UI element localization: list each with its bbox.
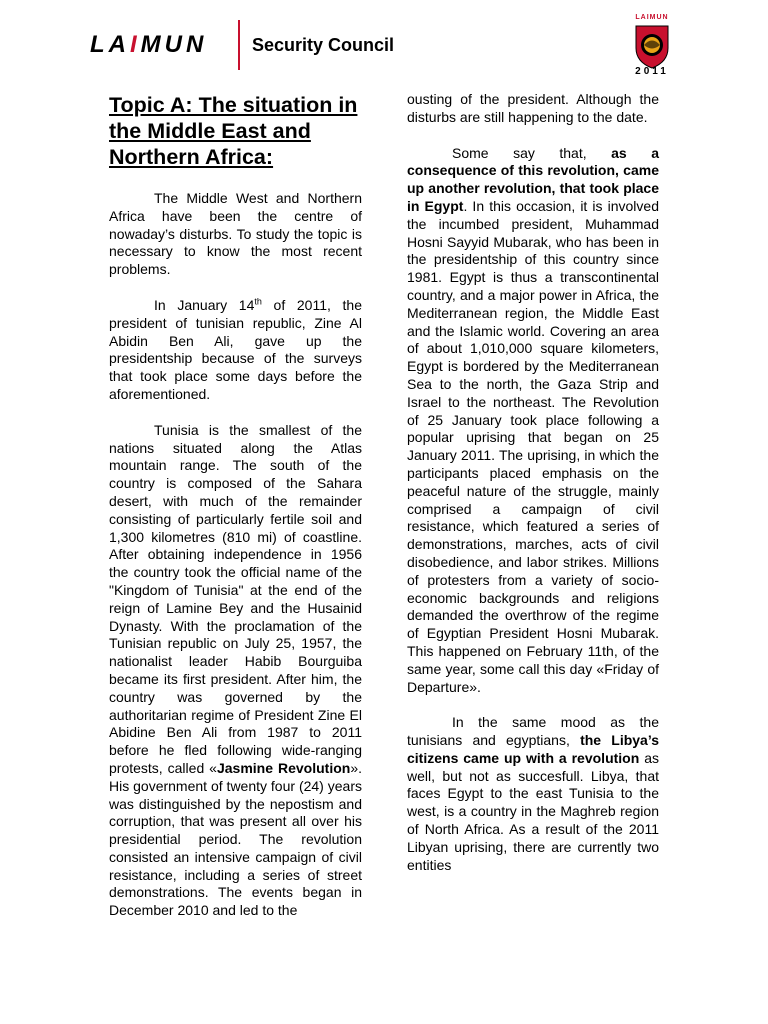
- text-span: Tunisia is the smallest of the nations situated along the Atlas mountain range. The south of the country is composed of the Sahara desert, with much of the remainder consisting of particularly fertile soil and 1,300 kilometres (810 mi) of coastline. After obtaining independence in 1956 the country took the official name of the "Kingdom of Tunisia" at the end of the reign of Lamine Bey and the Husainid Dynasty. With the proclamation of the Tunisian republic on July 25, 1957, the nationalist leader Habib Bourguiba became its first president. After him, the country was governed by the authoritarian regime of President Zine El Abidine Ben Ali from 1987 to 2011 before he fled following wide-ranging protests, called «: [109, 421, 362, 776]
- right-column: [407, 91, 659, 892]
- text-span: In the same mood as the tunisians and egyptians,: [407, 714, 659, 749]
- bold-text: Jasmine Revolution: [216, 759, 351, 776]
- paragraph-tunisia: [109, 422, 362, 920]
- paragraph-egypt: [407, 145, 659, 697]
- bold-text: as a consequence of this revolution, came up another revolution, that took place in Egypt: [407, 144, 659, 214]
- text-span: as well, but not as succesfull. Libya, that faces Egypt to the east Tunisia to the west, is a country in the Maghreb region of North Africa. As a result of the 2011 Libyan uprising, there are currently two entities: [407, 749, 659, 873]
- bold-text: the Libya’s citizens came up with a revolution: [407, 732, 659, 766]
- logo-divider: [238, 20, 240, 70]
- text-span: Some say that,: [452, 144, 612, 161]
- laimun-emblem-icon: [630, 14, 674, 78]
- text-span: In January 14: [154, 296, 255, 313]
- topic-title: Topic A: The situation in the Middle East and Northern Africa:: [109, 93, 358, 169]
- emblem-label: LAIMUN: [635, 14, 669, 21]
- paragraph-intro: The Middle West and Northern Africa have been the centre of nowaday’s disturbs. To study the topic is necessary to know the most recent problems.: [109, 190, 362, 278]
- logo-part-2: I: [130, 31, 141, 58]
- text-span: of 2011, the president of tunisian republic, Zine Al Abidin Ben Ali, gave up the presidentship because of the surveys that took place some days before the aforementioned.: [109, 296, 362, 402]
- emblem-year: 2011: [635, 66, 669, 77]
- logo-part-1: LA: [90, 31, 130, 58]
- laimun-logo: [90, 31, 207, 59]
- document-header: [0, 0, 768, 90]
- left-column: [109, 92, 362, 938]
- paragraph-january: [109, 297, 362, 404]
- text-span: ». His government of twenty four (24) years was distinguished by the nepostism and corruption, that was present all over his presidential period. The revolution consisted an intensive campaign of civil resistance, including a series of street demonstrations. The events began in December 2010 and led to the: [109, 759, 362, 919]
- logo-part-3: MUN: [140, 31, 208, 58]
- superscript: th: [254, 296, 262, 307]
- committee-name: Security Council: [252, 35, 395, 55]
- text-span: . In this occasion, it is involved the incumbed president, Muhammad Hosni Sayyid Mubarak, who has been in the presidentship of this country since 1981. Egypt is thus a transcontinental country, and a major power in Africa, the Mediterranean region, the Middle East and the Islamic world. Covering an area of about 1,010,000 square kilometers, Egypt is bordered by the Mediterranean Sea to the north, the Gaza Strip and Israel to the northeast. The Revolution of 25 January took place following a popular uprising that began on 25 January 2011. The uprising, in which the participants placed emphasis on the peaceful nature of the struggle, mainly comprised a campaign of civil resistance, which featured a series of demonstrations, marches, acts of civil disobedience, and labor strikes. Millions of protesters from a variety of socio-economic backgrounds and religions demanded the overthrow of the regime of Egyptian President Hosni Mubarak. This happened on February 11th, of the same year, some call this day «Friday of Departure».: [407, 197, 659, 695]
- paragraph-continued: ousting of the president. Although the disturbs are still happening to the date.: [407, 91, 659, 125]
- paragraph-libya: [407, 714, 659, 874]
